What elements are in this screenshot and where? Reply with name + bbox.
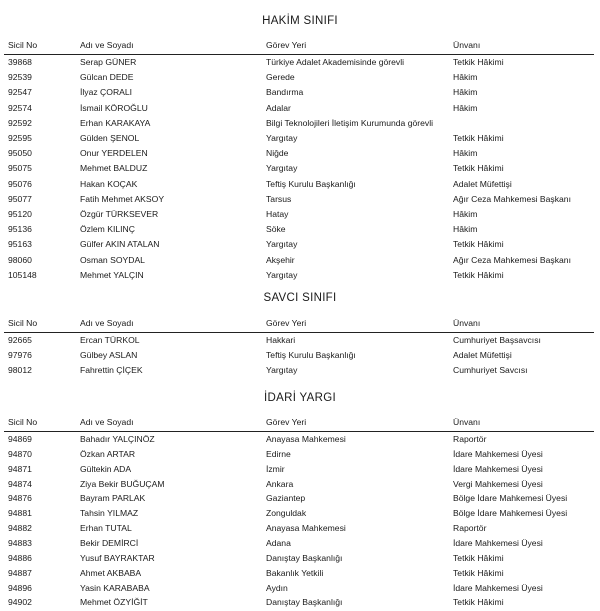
- cell-gorev: Teftiş Kurulu Başkanlığı: [266, 178, 356, 189]
- cell-sicil: 98060: [8, 254, 32, 265]
- cell-ad: Bayram PARLAK: [80, 493, 146, 504]
- cell-unvan: İdare Mahkemesi Üyesi: [453, 463, 543, 474]
- cell-unvan: İdare Mahkemesi Üyesi: [453, 582, 543, 593]
- cell-gorev: Bandırma: [266, 87, 304, 98]
- column-header-unvan: Ünvanı: [453, 417, 481, 427]
- cell-ad: Yusuf BAYRAKTAR: [80, 552, 155, 563]
- table-row: [0, 521, 600, 536]
- cell-gorev: Yargıtay: [266, 269, 298, 280]
- table-row: [0, 177, 600, 192]
- column-header-sicil: Sicil No: [8, 318, 38, 328]
- cell-ad: Bahadır YALÇINÖZ: [80, 434, 155, 444]
- cell-sicil: 94871: [8, 463, 32, 474]
- cell-unvan: Cumhuriyet Başsavcısı: [453, 335, 541, 345]
- cell-sicil: 92592: [8, 117, 32, 128]
- cell-unvan: Adalet Müfettişi: [453, 350, 512, 361]
- cell-unvan: Hâkim: [453, 72, 478, 83]
- cell-gorev: Bilgi Teknolojileri İletişim Kurumunda görevli: [266, 117, 434, 128]
- cell-gorev: Niğde: [266, 148, 289, 159]
- cell-sicil: 94886: [8, 552, 32, 563]
- cell-unvan: Tetkik Hâkimi: [453, 163, 504, 174]
- cell-ad: Gültekin ADA: [80, 463, 132, 474]
- cell-ad: Bekir DEMİRCİ: [80, 537, 139, 548]
- cell-gorev: Bakanlık Yetkili: [266, 567, 324, 578]
- cell-ad: Mehmet BALDUZ: [80, 163, 148, 174]
- cell-gorev: Edirne: [266, 448, 291, 459]
- cell-unvan: Cumhuriyet Savcısı: [453, 365, 528, 376]
- cell-sicil: 94887: [8, 567, 32, 578]
- cell-gorev: İzmir: [266, 463, 285, 474]
- cell-ad: Özkan ARTAR: [80, 448, 136, 459]
- cell-gorev: Tarsus: [266, 193, 292, 204]
- cell-unvan: Ağır Ceza Mahkemesi Başkanı: [453, 254, 571, 265]
- table-row: [0, 566, 600, 581]
- table-row: [0, 551, 600, 566]
- cell-ad: Tahsin YILMAZ: [80, 508, 139, 519]
- cell-ad: Onur YERDELEN: [80, 148, 148, 159]
- column-header-ad: Adı ve Soyadı: [80, 318, 134, 328]
- table-row: [0, 595, 600, 610]
- cell-gorev: Gaziantep: [266, 493, 306, 504]
- cell-unvan: Adalet Müfettişi: [453, 178, 512, 189]
- cell-gorev: Anayasa Mahkemesi: [266, 434, 346, 444]
- cell-sicil: 105148: [8, 269, 37, 280]
- table-row: [0, 491, 600, 506]
- cell-unvan: Hâkim: [453, 148, 478, 159]
- column-header-unvan: Ünvanı: [453, 40, 481, 50]
- cell-gorev: Hatay: [266, 209, 289, 219]
- cell-ad: Serap GÜNER: [80, 57, 137, 67]
- column-header-gorev: Görev Yeri: [266, 40, 307, 50]
- cell-ad: Özgür TÜRKSEVER: [80, 209, 159, 219]
- cell-ad: Gülbey ASLAN: [80, 350, 138, 361]
- cell-ad: Yasin KARABABA: [80, 582, 150, 593]
- cell-sicil: 39868: [8, 57, 32, 67]
- column-header-gorev: Görev Yeri: [266, 417, 307, 427]
- cell-unvan: Tetkik Hâkimi: [453, 133, 504, 143]
- table-row: [0, 146, 600, 161]
- cell-ad: Erhan KARAKAYA: [80, 117, 151, 128]
- cell-sicil: 92547: [8, 87, 32, 98]
- cell-gorev: Akşehir: [266, 254, 295, 265]
- column-header-row: [0, 415, 600, 430]
- cell-unvan: İdare Mahkemesi Üyesi: [453, 537, 543, 548]
- column-header-sicil: Sicil No: [8, 417, 38, 427]
- table-row: [0, 116, 600, 131]
- table-row: [0, 222, 600, 237]
- cell-ad: Mehmet YALÇIN: [80, 269, 144, 280]
- table-row: [0, 363, 600, 378]
- column-header-gorev: Görev Yeri: [266, 318, 307, 328]
- column-header-sicil: Sicil No: [8, 40, 38, 50]
- cell-sicil: 92665: [8, 335, 32, 345]
- cell-sicil: 92595: [8, 133, 32, 143]
- cell-gorev: Gerede: [266, 72, 295, 83]
- cell-ad: Ercan TÜRKOL: [80, 335, 140, 345]
- cell-sicil: 94896: [8, 582, 32, 593]
- table-row: [0, 506, 600, 521]
- section-title: İDARİ YARGI: [264, 392, 336, 404]
- table-row: [0, 581, 600, 596]
- cell-sicil: 95050: [8, 148, 32, 159]
- table-row: [0, 253, 600, 268]
- cell-sicil: 95163: [8, 239, 32, 250]
- table-row: [0, 55, 600, 70]
- table-row: [0, 477, 600, 492]
- cell-ad: Ahmet AKBABA: [80, 567, 142, 578]
- cell-ad: Gülfer AKIN ATALAN: [80, 239, 160, 250]
- cell-sicil: 95120: [8, 209, 32, 219]
- table-row: [0, 131, 600, 146]
- cell-sicil: 95136: [8, 224, 32, 235]
- cell-ad: Erhan TUTAL: [80, 523, 132, 534]
- table-row: [0, 161, 600, 176]
- cell-gorev: Teftiş Kurulu Başkanlığı: [266, 350, 356, 361]
- cell-gorev: Adalar: [266, 102, 291, 113]
- cell-sicil: 94874: [8, 478, 32, 489]
- column-header-row: [0, 38, 600, 53]
- cell-gorev: Danıştay Başkanlığı: [266, 597, 343, 608]
- cell-sicil: 94902: [8, 597, 32, 608]
- cell-sicil: 95076: [8, 178, 32, 189]
- cell-unvan: Bölge İdare Mahkemesi Üyesi: [453, 493, 568, 504]
- cell-sicil: 94882: [8, 523, 32, 534]
- cell-sicil: 94876: [8, 493, 32, 504]
- section-title: HAKİM SINIFI: [262, 15, 338, 27]
- table-row: [0, 207, 600, 222]
- cell-sicil: 94881: [8, 508, 32, 519]
- cell-unvan: Tetkik Hâkimi: [453, 567, 504, 578]
- cell-ad: Ziya Bekir BUĞUÇAM: [80, 478, 165, 489]
- cell-ad: Özlem KILINÇ: [80, 224, 135, 235]
- table-row: [0, 85, 600, 100]
- cell-unvan: Tetkik Hâkimi: [453, 597, 504, 608]
- section-title: SAVCI SINIFI: [263, 292, 337, 304]
- cell-ad: Mehmet ÖZYİĞİT: [80, 597, 148, 608]
- cell-unvan: Hâkim: [453, 224, 478, 235]
- column-header-ad: Adı ve Soyadı: [80, 417, 134, 427]
- cell-unvan: Hâkim: [453, 87, 478, 98]
- table-row: [0, 348, 600, 363]
- cell-gorev: Danıştay Başkanlığı: [266, 552, 343, 563]
- column-header-row: [0, 316, 600, 331]
- cell-gorev: Hakkari: [266, 335, 296, 345]
- cell-sicil: 92539: [8, 72, 32, 83]
- cell-ad: Osman SOYDAL: [80, 254, 145, 265]
- table-row: [0, 333, 600, 348]
- column-header-ad: Adı ve Soyadı: [80, 40, 134, 50]
- cell-sicil: 94870: [8, 448, 32, 459]
- table-row: [0, 432, 600, 447]
- table-row: [0, 462, 600, 477]
- cell-gorev: Türkiye Adalet Akademisinde görevli: [266, 57, 405, 67]
- cell-ad: Gülcan DEDE: [80, 72, 134, 83]
- cell-sicil: 98012: [8, 365, 32, 376]
- cell-ad: İlyaz ÇORALI: [80, 87, 133, 98]
- cell-sicil: 95077: [8, 193, 32, 204]
- cell-ad: Fatih Mehmet AKSOY: [80, 193, 165, 204]
- cell-gorev: Zonguldak: [266, 508, 307, 519]
- cell-gorev: Anayasa Mahkemesi: [266, 523, 346, 534]
- cell-unvan: Tetkik Hâkimi: [453, 269, 504, 280]
- cell-gorev: Yargıtay: [266, 365, 298, 376]
- table-row: [0, 268, 600, 283]
- cell-unvan: Tetkik Hâkimi: [453, 57, 504, 67]
- cell-sicil: 94869: [8, 434, 32, 444]
- column-header-unvan: Ünvanı: [453, 318, 481, 328]
- table-row: [0, 101, 600, 116]
- cell-unvan: Ağır Ceza Mahkemesi Başkanı: [453, 193, 571, 204]
- cell-unvan: Bölge İdare Mahkemesi Üyesi: [453, 508, 568, 519]
- cell-gorev: Yargıtay: [266, 239, 298, 250]
- cell-unvan: İdare Mahkemesi Üyesi: [453, 448, 543, 459]
- cell-gorev: Aydın: [266, 582, 288, 593]
- cell-gorev: Yargıtay: [266, 163, 298, 174]
- cell-gorev: Yargıtay: [266, 133, 298, 143]
- cell-unvan: Raportör: [453, 523, 487, 534]
- cell-unvan: Tetkik Hâkimi: [453, 552, 504, 563]
- table-row: [0, 447, 600, 462]
- cell-sicil: 97976: [8, 350, 32, 361]
- cell-unvan: Hâkim: [453, 209, 478, 219]
- table-row: [0, 70, 600, 85]
- cell-unvan: Vergi Mahkemesi Üyesi: [453, 478, 543, 489]
- cell-ad: Hakan KOÇAK: [80, 178, 138, 189]
- cell-ad: Fahrettin ÇİÇEK: [80, 365, 143, 376]
- cell-ad: İsmail KÖROĞLU: [80, 102, 148, 113]
- cell-unvan: Raportör: [453, 434, 487, 444]
- cell-sicil: 92574: [8, 102, 32, 113]
- cell-gorev: Söke: [266, 224, 286, 235]
- table-row: [0, 192, 600, 207]
- cell-ad: Gülden ŞENOL: [80, 133, 140, 143]
- cell-gorev: Adana: [266, 537, 291, 548]
- cell-unvan: Hâkim: [453, 102, 478, 113]
- cell-unvan: Tetkik Hâkimi: [453, 239, 504, 250]
- cell-gorev: Ankara: [266, 478, 294, 489]
- cell-sicil: 94883: [8, 537, 32, 548]
- cell-sicil: 95075: [8, 163, 32, 174]
- table-row: [0, 237, 600, 252]
- table-row: [0, 536, 600, 551]
